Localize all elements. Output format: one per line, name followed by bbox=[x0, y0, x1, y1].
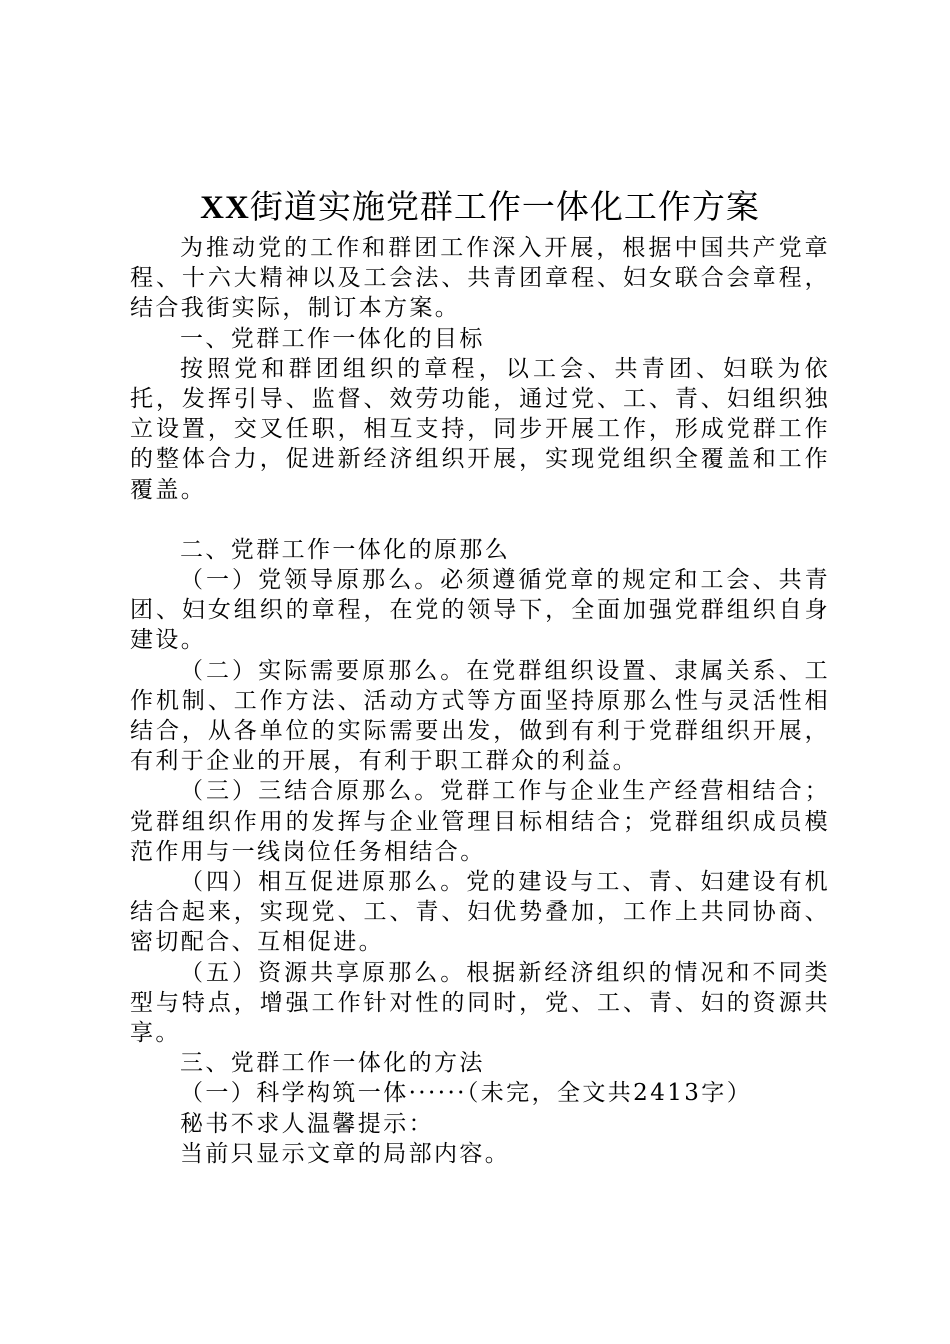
title-prefix: XX bbox=[200, 190, 250, 226]
section-heading-goal: 一、党群工作一体化的目标 bbox=[180, 325, 485, 352]
principle-paragraph-5: （五）资源共享原那么。根据新经济组织的情况和不同类型与特点，增强工作针对性的同时，党、工、青、妇的资源共享。 bbox=[130, 959, 830, 1047]
principle-paragraph-2: （二）实际需要原那么。在党群组织设置、隶属关系、工作机制、工作方法、活动方式等方面坚持原那么性与灵活性相结合，从各单位的实际需要出发，做到有利于党群组织开展，有利于企业的开展，有利于职工群众的利益。 bbox=[130, 657, 830, 775]
section-heading-methods: 三、党群工作一体化的方法 bbox=[180, 1050, 485, 1077]
principle-paragraph-4: （四）相互促进原那么。党的建设与工、青、妇建设有机结合起来，实现党、工、青、妇优势叠加，工作上共同协商、密切配合、互相促进。 bbox=[130, 869, 830, 956]
principle-paragraph-3: （三）三结合原那么。党群工作与企业生产经营相结合；党群组织作用的发挥与企业管理目标相结合；党群组织成员模范作用与一线岗位任务相结合。 bbox=[130, 778, 830, 865]
methods-paragraph-1: （一）科学构筑一体······（未完，全文共2413字） bbox=[180, 1080, 753, 1107]
title-text: 街道实施党群工作一体化工作方案 bbox=[249, 187, 760, 226]
document-title bbox=[130, 183, 830, 231]
section-heading-principles: 二、党群工作一体化的原那么 bbox=[180, 536, 511, 563]
notice-text: 当前只显示文章的局部内容。 bbox=[180, 1140, 511, 1167]
paragraph-gap bbox=[130, 505, 830, 535]
principle-paragraph-1: （一）党领导原那么。必须遵循党章的规定和工会、共青团、妇女组织的章程，在党的领导下，全面加强党群组织自身建设。 bbox=[130, 567, 830, 654]
intro-paragraph: 为推动党的工作和群团工作深入开展，根据中国共产党章程、十六大精神以及工会法、共青团章程、妇女联合会章程，结合我街实际，制订本方案。 bbox=[130, 235, 830, 322]
document-page bbox=[130, 183, 830, 1169]
notice-heading: 秘书不求人温馨提示： bbox=[180, 1110, 434, 1137]
goal-paragraph: 按照党和群团组织的章程，以工会、共青团、妇联为依托，发挥引导、监督、效劳功能，通过党、工、青、妇组织独立设置，交叉任职，相互支持，同步开展工作，形成党群工作的整体合力，促进新经济组织开展，实现党组织全覆盖和工作覆盖。 bbox=[130, 355, 830, 503]
